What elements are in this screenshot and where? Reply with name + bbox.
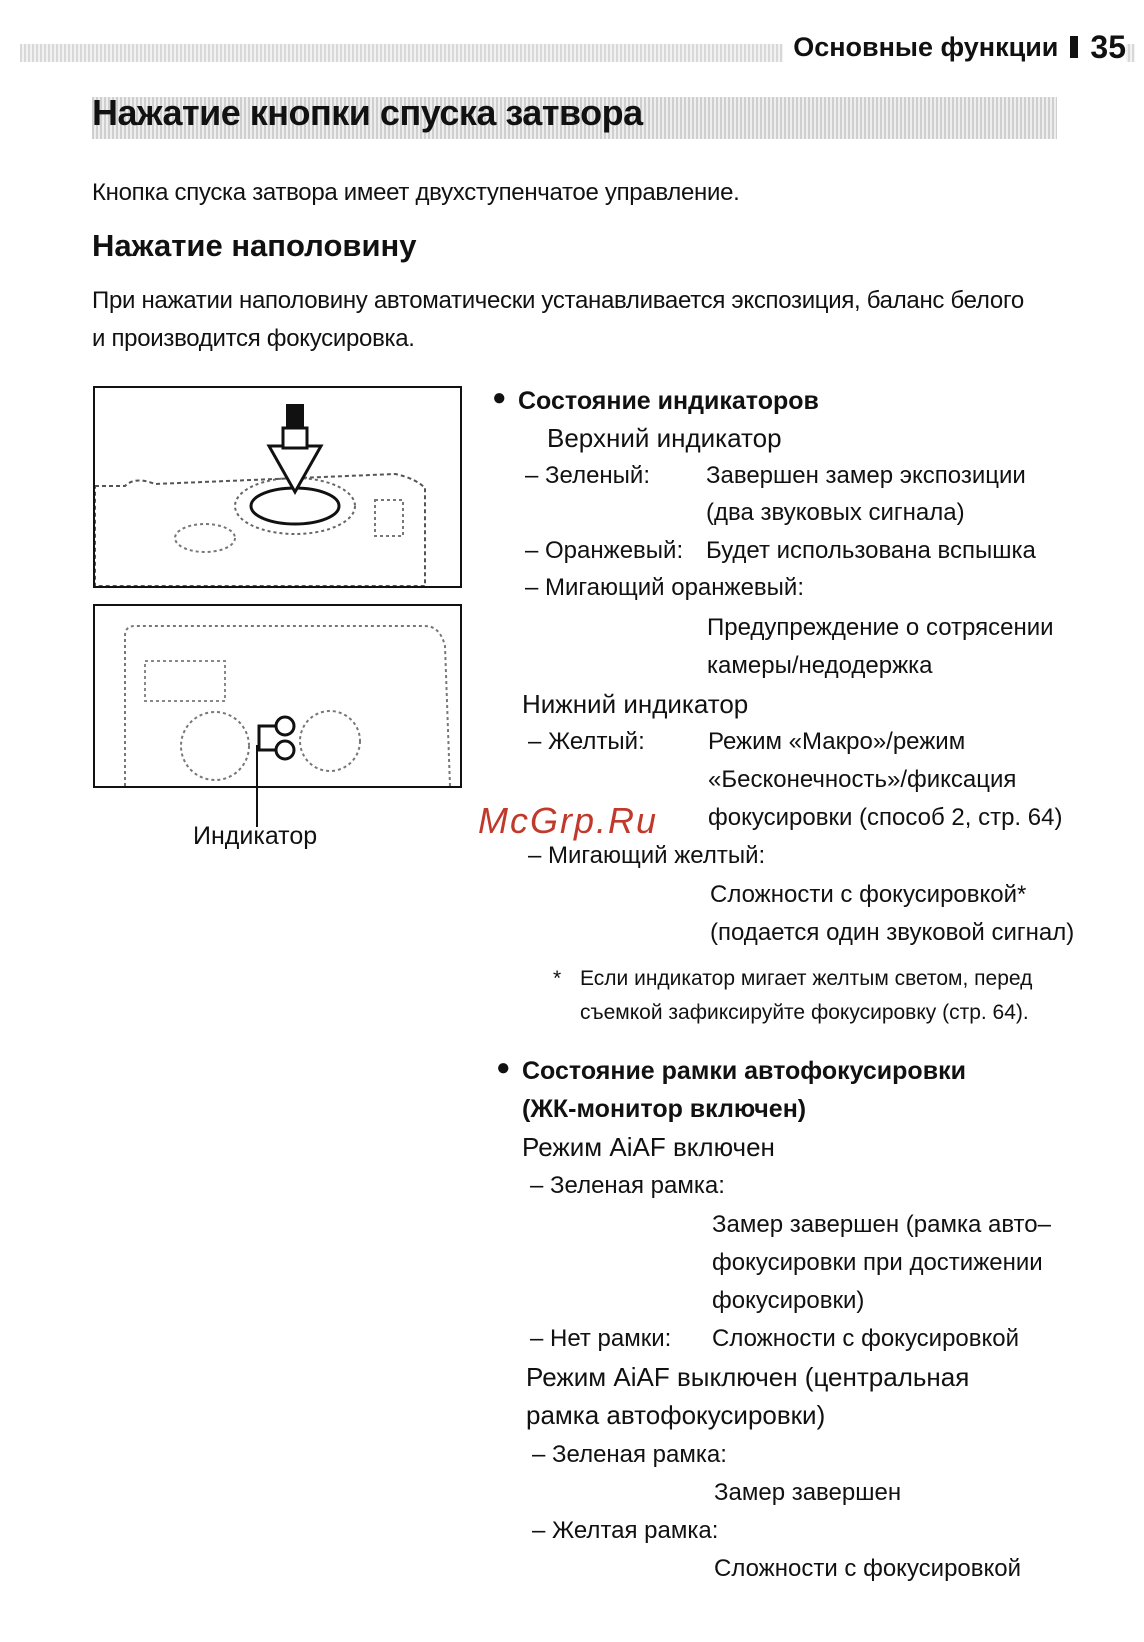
upper-green-val-1: Завершен замер экспозиции — [706, 462, 1026, 489]
indicator-label: Индикатор — [193, 822, 318, 850]
half-press-text-2: и производится фокусировка. — [92, 325, 415, 352]
indicator-leader-line — [255, 745, 259, 827]
bullet-icon: ● — [496, 1054, 511, 1081]
aiaf-off-title-2: рамка автофокусировки) — [526, 1400, 826, 1430]
upper-orange-val: Будет использована вспышка — [706, 537, 1036, 564]
lower-yellow-val-1: Режим «Макро»/режим — [708, 728, 966, 755]
aiaf-on-green-val-1: Замер завершен (рамка авто– — [712, 1211, 1051, 1238]
note-line-1: Если индикатор мигает желтым светом, перед — [580, 967, 1033, 990]
note-line-2: съемкой зафиксируйте фокусировку (стр. 64). — [580, 1001, 1029, 1024]
aiaf-off-green-val: Замер завершен — [714, 1479, 902, 1506]
header-section-name: Основные функции — [793, 31, 1059, 62]
aiaf-on-green-key: – Зеленая рамка: — [530, 1172, 725, 1199]
lower-yellow-key: – Желтый: — [528, 728, 645, 755]
half-press-title: Нажатие наполовину — [92, 228, 417, 263]
page-number: 35 — [1090, 28, 1126, 65]
half-press-text-1: При нажатии наполовину автоматически устанавливается экспозиция, баланс белого — [92, 287, 1024, 314]
intro-text: Кнопка спуска затвора имеет двухступенчатое управление. — [92, 179, 740, 206]
lower-indicator-title: Нижний индикатор — [522, 689, 749, 719]
aiaf-on-green-val-2: фокусировки при достижении — [712, 1249, 1043, 1276]
af-frame-heading-1: Состояние рамки автофокусировки — [522, 1057, 966, 1085]
lower-blink-yellow-key: – Мигающий желтый: — [528, 842, 766, 869]
camera-top-illustration — [95, 388, 460, 586]
upper-blink-orange-key: – Мигающий оранжевый: — [525, 574, 804, 601]
aiaf-off-yellow-key: – Желтая рамка: — [532, 1517, 719, 1544]
upper-green-key: – Зеленый: — [525, 462, 650, 489]
upper-indicator-title: Верхний индикатор — [547, 423, 782, 453]
upper-orange-key: – Оранжевый: — [525, 537, 684, 564]
lower-blink-yellow-val-1: Сложности с фокусировкой* — [710, 881, 1027, 908]
aiaf-on-none-key: – Нет рамки: — [530, 1325, 672, 1352]
upper-blink-orange-val-2: камеры/недодержка — [707, 652, 933, 679]
upper-green-val-2: (два звуковых сигнала) — [706, 499, 965, 526]
lower-blink-yellow-val-2: (подается один звуковой сигнал) — [710, 919, 1075, 946]
note-star: * — [553, 967, 562, 990]
aiaf-on-none-val: Сложности с фокусировкой — [712, 1325, 1020, 1352]
shutter-button-figure — [93, 386, 462, 588]
watermark: McGrp.Ru — [478, 800, 659, 841]
section-title: Нажатие кнопки спуска затвора — [92, 92, 643, 133]
aiaf-on-title: Режим AiAF включен — [522, 1132, 775, 1162]
upper-blink-orange-val-1: Предупреждение о сотрясении — [707, 614, 1054, 641]
indicator-lamps-icon — [259, 717, 294, 759]
aiaf-off-title-1: Режим AiAF выключен (центральная — [526, 1362, 970, 1392]
aiaf-off-yellow-val: Сложности с фокусировкой — [714, 1555, 1022, 1582]
indicator-figure — [93, 604, 462, 788]
lower-yellow-val-3: фокусировки (способ 2, стр. 64) — [708, 804, 1063, 831]
af-frame-heading-2: (ЖК-монитор включен) — [522, 1095, 807, 1123]
camera-back-illustration — [95, 606, 460, 786]
page-header — [783, 28, 1126, 66]
lower-yellow-val-2: «Бесконечность»/фиксация — [708, 766, 1017, 793]
aiaf-on-green-val-3: фокусировки) — [712, 1287, 865, 1314]
indicators-heading: Состояние индикаторов — [518, 387, 819, 415]
bullet-icon: ● — [492, 384, 507, 411]
header-separator — [1070, 36, 1078, 58]
aiaf-off-green-key: – Зеленая рамка: — [532, 1441, 727, 1468]
